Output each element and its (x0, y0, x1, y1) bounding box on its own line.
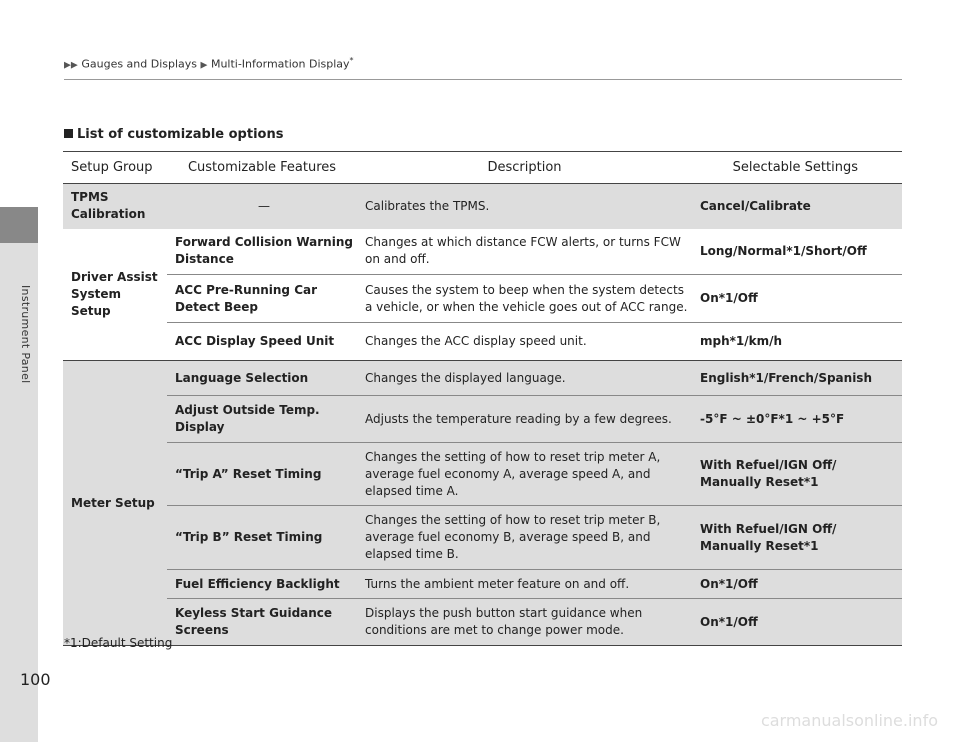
table-row (63, 506, 902, 570)
description-cell: Changes at which distance FCW alerts, or turns FCW on and off. (357, 229, 692, 275)
feature-cell: ACC Display Speed Unit (175, 334, 335, 348)
column-header: Setup Group (63, 152, 167, 184)
table-row (63, 184, 902, 229)
sidebar-tab (0, 207, 38, 243)
setting-cell: On*1/Off (692, 570, 902, 599)
header-rule (64, 79, 902, 80)
feature-cell: Forward Collision Warning Distance (167, 229, 357, 275)
description-cell: Displays the push button start guidance when conditions are met to change power mode. (365, 606, 643, 637)
breadcrumb-arrow-icon: ▶▶ (64, 60, 78, 71)
description-cell: Adjusts the temperature reading by a few degrees. (357, 396, 692, 443)
description-cell: Changes the ACC display speed unit. (365, 334, 587, 348)
setting-cell: English*1/French/Spanish (692, 361, 902, 396)
column-header: Description (357, 152, 692, 184)
breadcrumb-item-2[interactable]: Multi-Information Display (210, 57, 350, 71)
feature-cell: “Trip B” Reset Timing (167, 506, 357, 570)
table-row (63, 599, 902, 646)
table-row (63, 396, 902, 443)
setting-cell: -5°F ~ ±0°F*1 ~ +5°F (692, 396, 902, 443)
section-heading (64, 127, 283, 142)
table-row (63, 275, 902, 323)
options-table (63, 151, 902, 646)
breadcrumb (64, 56, 354, 71)
description-cell: Turns the ambient meter feature on and off. (357, 570, 692, 599)
watermark: carmanualsonline.info (760, 711, 938, 730)
setting-cell: Cancel/Calibrate (700, 198, 811, 213)
setup-group-cell: Meter Setup (71, 495, 155, 510)
setting-cell: With Refuel/IGN Off/ Manually Reset*1 (692, 443, 902, 506)
feature-cell: Fuel Efficiency Backlight (167, 570, 357, 599)
page-number: 100 (20, 670, 51, 689)
description-cell: Changes the setting of how to reset trip meter B, average fuel economy B, average speed B, and elapsed time B. (357, 506, 692, 570)
feature-cell: Adjust Outside Temp. Display (167, 396, 357, 443)
breadcrumb-item-1[interactable]: Gauges and Displays (81, 57, 198, 71)
sidebar-section-label: Instrument Panel (19, 285, 32, 384)
setting-cell: Long/Normal*1/Short/Off (692, 229, 902, 275)
breadcrumb-asterisk: * (349, 56, 354, 65)
feature-cell: — (258, 198, 270, 213)
setup-group-cell: TPMS Calibration (71, 190, 146, 222)
table-row (63, 570, 902, 599)
setting-cell: On*1/Off (700, 614, 758, 629)
description-cell: Causes the system to beep when the system detects a vehicle, or when the vehicle goes out of ACC range. (357, 275, 692, 323)
setting-cell: With Refuel/IGN Off/ Manually Reset*1 (692, 506, 902, 570)
table-row (63, 361, 902, 396)
feature-cell: Keyless Start Guidance Screens (175, 606, 333, 637)
description-cell: Changes the setting of how to reset trip meter A, average fuel economy A, average speed A, and elapsed time A. (357, 443, 692, 506)
setting-cell: mph*1/km/h (700, 334, 783, 348)
table-header-row (63, 152, 902, 184)
setup-group-cell: Driver Assist System Setup (71, 269, 158, 318)
section-title: List of customizable options (77, 127, 284, 142)
feature-cell: ACC Pre-Running Car Detect Beep (167, 275, 357, 323)
breadcrumb-arrow-icon: ▶ (200, 60, 208, 71)
table-row (63, 443, 902, 506)
feature-cell: Language Selection (167, 361, 357, 396)
square-bullet-icon (64, 129, 73, 138)
setting-cell: On*1/Off (692, 275, 902, 323)
description-cell: Changes the displayed language. (357, 361, 692, 396)
column-header: Customizable Features (167, 152, 357, 184)
column-header: Selectable Settings (692, 152, 902, 184)
table-row (63, 323, 902, 361)
footnote: *1:Default Setting (64, 636, 173, 650)
feature-cell: “Trip A” Reset Timing (167, 443, 357, 506)
description-cell: Calibrates the TPMS. (365, 198, 490, 213)
table-row (63, 229, 902, 275)
